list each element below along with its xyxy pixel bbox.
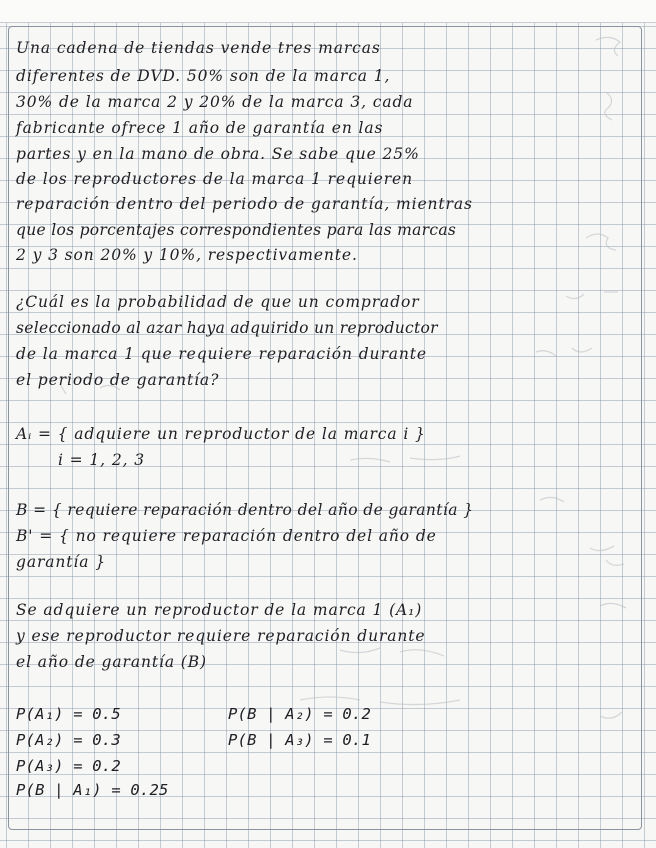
problem-line-9: 2 y 3 son 20% y 10%, respectivamente.	[16, 246, 358, 264]
event-line-3: el año de garantía (B)	[16, 653, 207, 671]
event-line-1: Se adquiere un reproductor de la marca 1 (A₁)	[16, 601, 423, 619]
problem-line-2: diferentes de DVD. 50% son de la marca 1,	[16, 67, 391, 85]
prob-a1: P(A₁) = 0.5	[16, 705, 121, 723]
problem-line-8: que los porcentajes correspondientes para las marcas	[16, 221, 457, 239]
event-line-2: y ese reproductor requiere reparación durante	[16, 627, 426, 645]
problem-line-3: 30% de la marca 2 y 20% de la marca 3, cada	[16, 93, 414, 111]
question-line-3: de la marca 1 que requiere reparación durante	[16, 345, 427, 363]
prob-b-given-a3: P(B | A₃) = 0.1	[228, 731, 371, 749]
definition-b-complement-cont: garantía }	[16, 553, 107, 571]
problem-line-4: fabricante ofrece 1 año de garantía en las	[16, 119, 384, 137]
prob-a3: P(A₃) = 0.2	[16, 757, 121, 775]
question-line-1: ¿Cuál es la probabilidad de que un comprador	[16, 293, 420, 311]
definition-a: Aᵢ = { adquiere un reproductor de la marca i }	[16, 425, 426, 443]
prob-b-given-a2: P(B | A₂) = 0.2	[228, 705, 371, 723]
problem-line-5: partes y en la mano de obra. Se sabe que 25%	[16, 145, 420, 163]
definition-b-complement: B' = { no requiere reparación dentro del año de	[16, 527, 437, 545]
prob-b-given-a1: P(B | A₁) = 0.25	[16, 781, 169, 799]
problem-line-6: de los reproductores de la marca 1 requieren	[16, 170, 413, 188]
definition-a-index: i = 1, 2, 3	[58, 451, 145, 469]
problem-line-1: Una cadena de tiendas vende tres marcas	[16, 39, 381, 57]
question-line-2: seleccionado al azar haya adquirido un reproductor	[16, 319, 438, 337]
question-line-4: el periodo de garantía?	[16, 371, 220, 389]
definition-b: B = { requiere reparación dentro del año de garantía }	[16, 501, 474, 519]
problem-line-7: reparación dentro del periodo de garantía, mientras	[16, 195, 473, 213]
prob-a2: P(A₂) = 0.3	[16, 731, 121, 749]
page-top-strip	[0, 0, 656, 23]
